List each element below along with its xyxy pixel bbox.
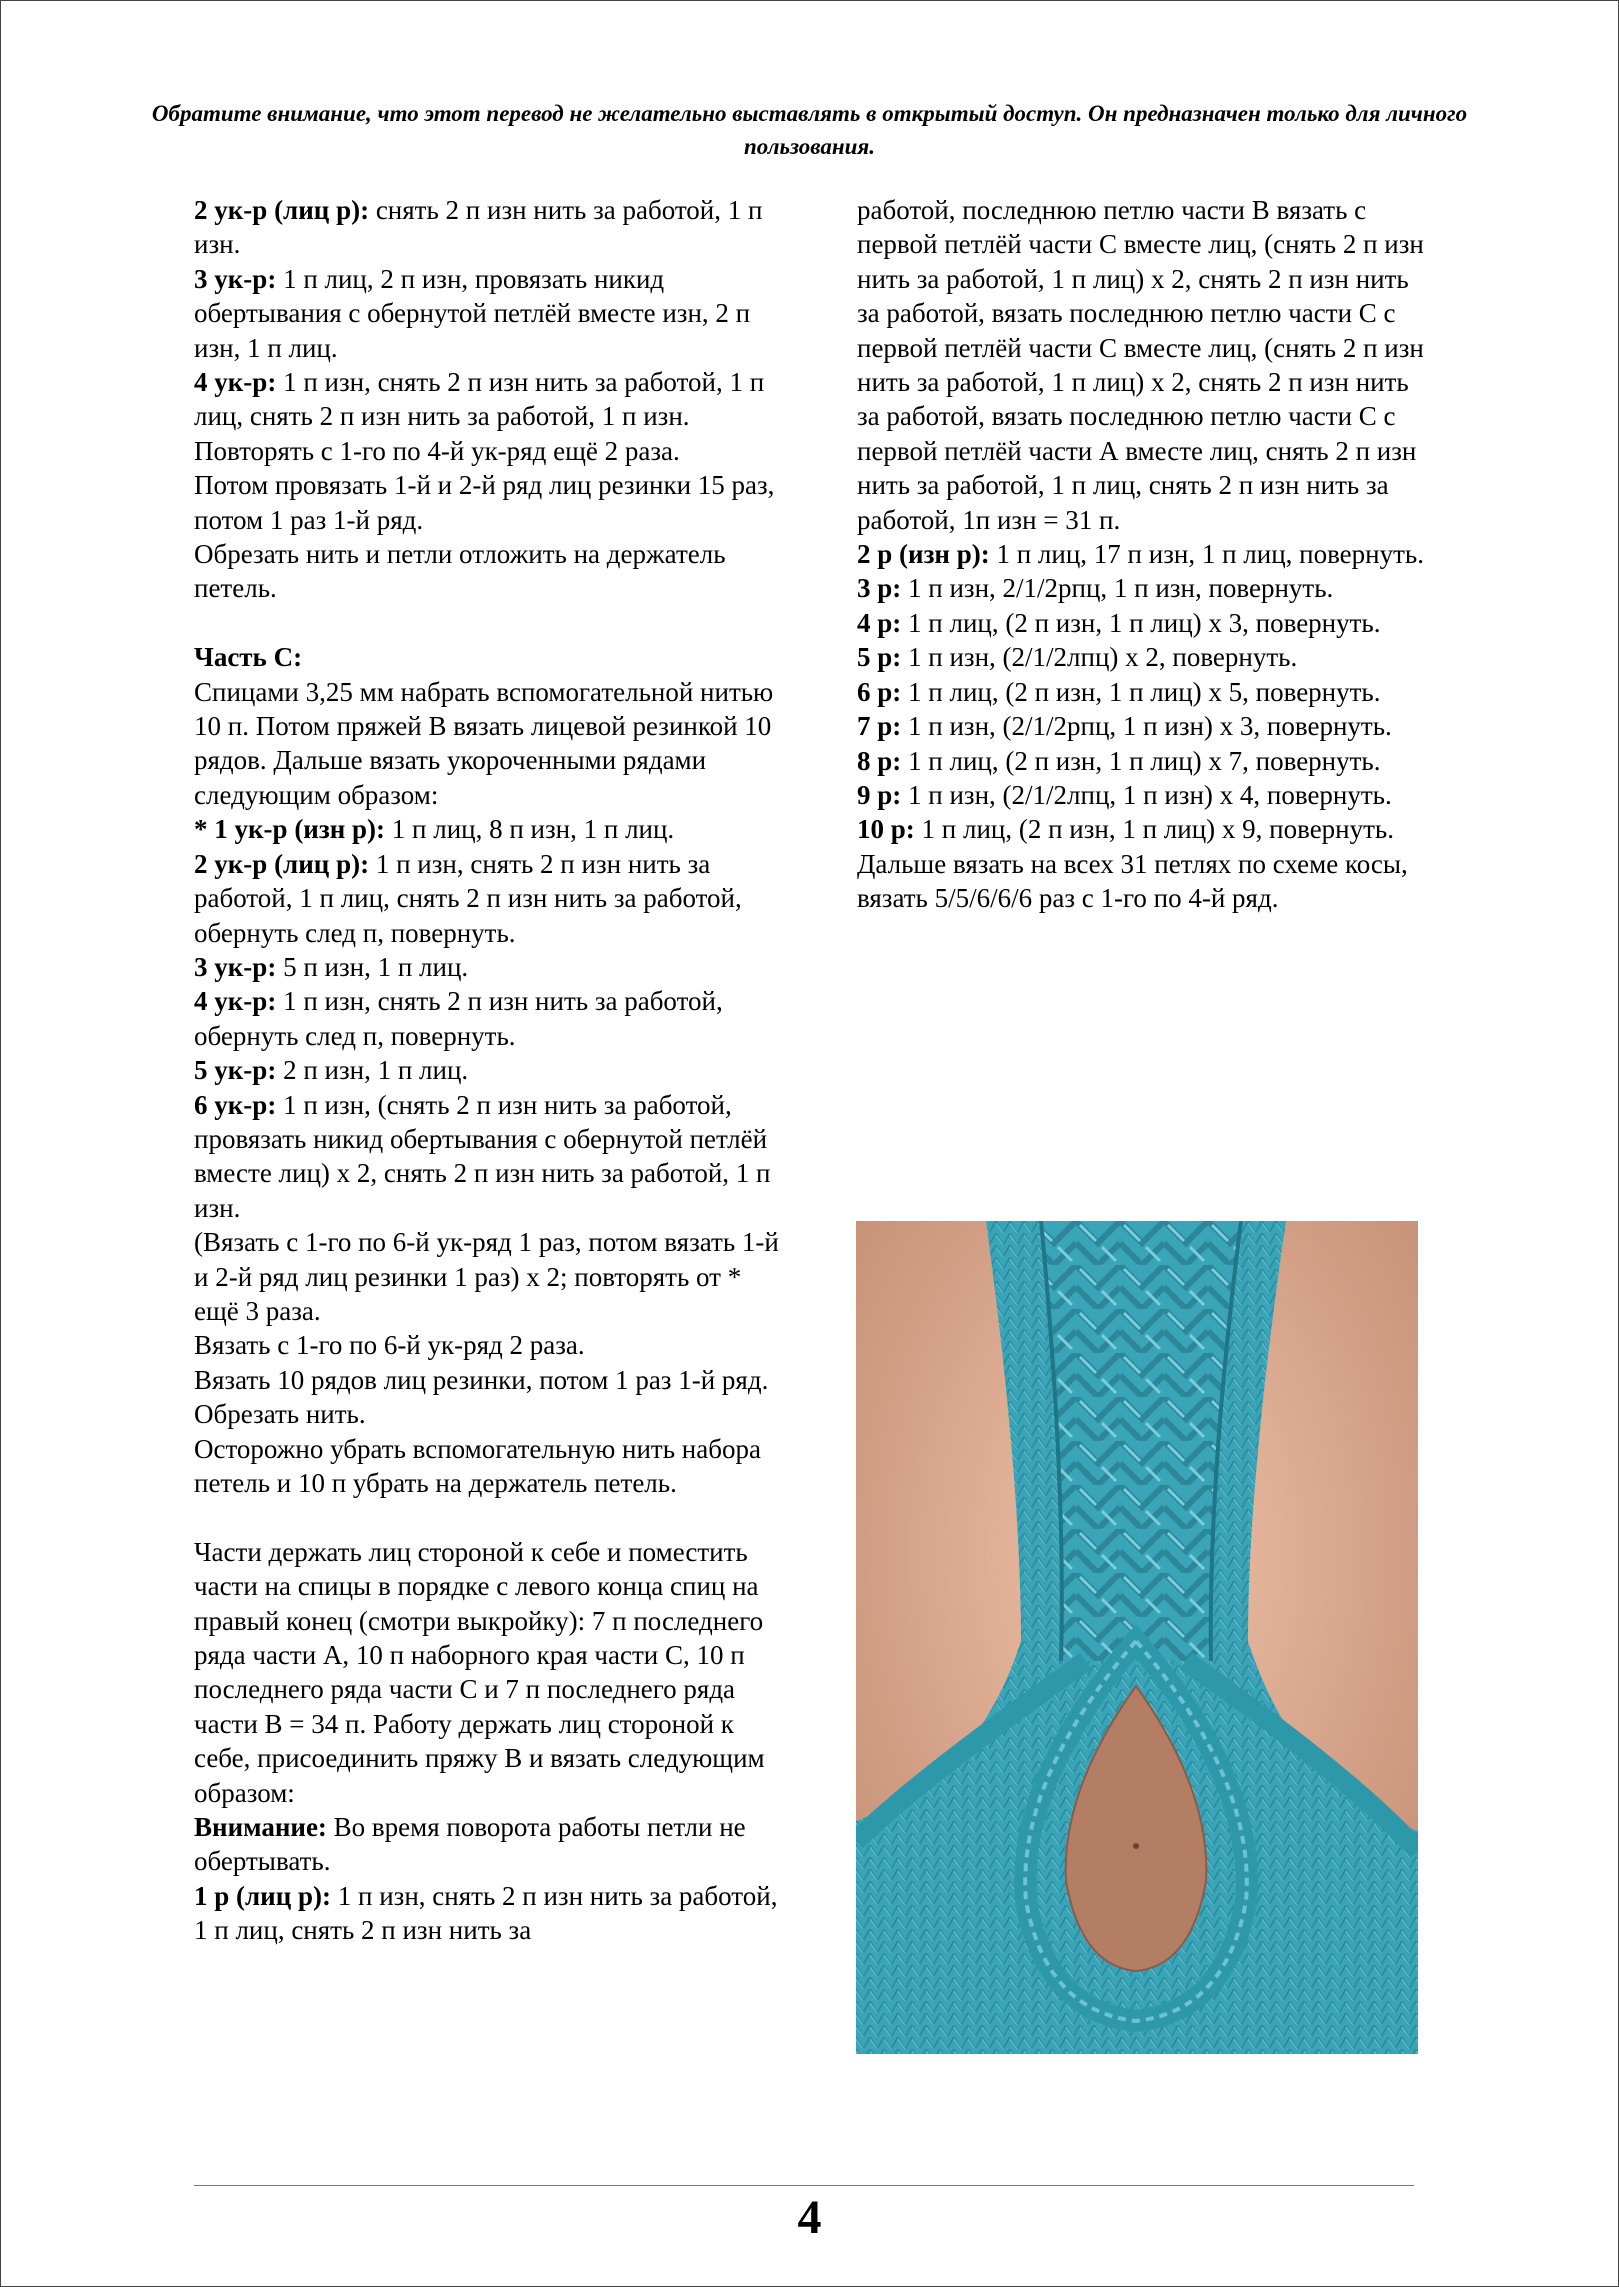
row-label: 4 р: xyxy=(857,607,902,638)
instruction-text: Вязать 10 рядов лиц резинки, потом 1 раз 1-й ряд. xyxy=(194,1364,769,1395)
instruction-text: 2 п изн, 1 п лиц. xyxy=(276,1055,469,1086)
row-label: 7 р: xyxy=(857,711,902,742)
row-label: 4 ук-р: xyxy=(194,367,277,398)
instruction-paragraph xyxy=(857,571,1437,605)
instruction-paragraph xyxy=(857,812,1437,846)
instruction-paragraph xyxy=(857,709,1437,743)
instruction-paragraph xyxy=(194,193,784,262)
instruction-paragraph xyxy=(857,537,1437,571)
instruction-text: Части держать лиц стороной к себе и поместить части на спицы в порядке с левого конца спиц на правый конец (смотри выкройку): 7 п последнего ряда части А, 10 п наборного края части С, 10 п последнего ряда части С и 7 п последнего ряда части В = 34 п. Работу держать лиц стороной к себе, присоединить пряжу В и вязать следующим образом: xyxy=(194,1536,765,1808)
right-text-column xyxy=(857,193,1437,916)
instruction-text: 1 п лиц, (2 п изн, 1 п лиц) х 9, повернуть. xyxy=(914,814,1394,845)
row-label: Внимание: xyxy=(194,1812,327,1843)
instruction-text: Спицами 3,25 мм набрать вспомогательной нитью 10 п. Потом пряжей В вязать лицевой резинкой 10 рядов. Дальше вязать укороченными рядами следующим образом: xyxy=(194,676,774,810)
instruction-text: Дальше вязать на всех 31 петлях по схеме косы, вязать 5/5/6/6/6 раз с 1-го по 4-й ряд. xyxy=(857,848,1408,914)
instruction-text: 1 п изн, (снять 2 п изн нить за работой, провязать никид обертывания с обернутой петлёй вместе лиц) х 2, снять 2 п изн нить за работой, 1 п изн. xyxy=(194,1089,771,1223)
row-label: 8 р: xyxy=(857,745,902,776)
instruction-paragraph xyxy=(194,640,784,674)
row-label: 9 р: xyxy=(857,779,902,810)
knitted-cable-photo xyxy=(856,1221,1418,2054)
instruction-paragraph xyxy=(194,950,784,984)
instruction-text: 1 п лиц, 8 п изн, 1 п лиц. xyxy=(385,814,675,845)
instruction-text: 1 п лиц, (2 п изн, 1 п лиц) х 3, повернуть. xyxy=(901,607,1381,638)
row-label: 2 ук-р (лиц р): xyxy=(194,195,370,225)
instruction-text: 1 п изн, снять 2 п изн нить за работой, обернуть след п, повернуть. xyxy=(194,986,723,1051)
row-label: 10 р: xyxy=(857,814,915,845)
row-label: 1 р (лиц р): xyxy=(194,1880,332,1911)
instruction-text: 1 п изн, снять 2 п изн нить за работой, 1 п лиц, снять 2 п изн нить за работой, 1 п изн. xyxy=(194,367,765,432)
left-text-column xyxy=(194,193,784,1948)
instruction-text: 1 п изн, 2/1/2рпц, 1 п изн, повернуть. xyxy=(901,573,1334,604)
instruction-paragraph xyxy=(194,1879,784,1948)
instruction-paragraph xyxy=(857,640,1437,674)
instruction-text: работой, последнюю петлю части В вязать с первой петлёй части С вместе лиц, (снять 2 п изн нить за работой, 1 п лиц) х 2, снять 2 п изн нить за работой, вязать последнюю петлю части С с первой петлёй части С вместе лиц, (снять 2 п изн нить за работой, 1 п лиц) х 2, снять 2 п изн нить за работой, вязать последнюю петлю части С с первой петлёй части А вместе лиц, снять 2 п изн нить за работой, 1 п лиц, снять 2 п изн нить за работой, 1п изн = 31 п. xyxy=(857,195,1424,535)
instruction-text: 1 п изн, (2/1/2лпц, 1 п изн) х 4, повернуть. xyxy=(901,779,1392,810)
instruction-paragraph xyxy=(194,847,784,950)
instruction-paragraph xyxy=(194,1053,784,1087)
instruction-paragraph xyxy=(194,675,784,813)
row-label: 4 ук-р: xyxy=(194,986,277,1017)
instruction-text: 1 п лиц, 17 п изн, 1 п лиц, повернуть. xyxy=(989,539,1424,570)
instruction-paragraph xyxy=(194,812,784,846)
paragraph-gap xyxy=(194,1500,784,1534)
instruction-paragraph xyxy=(194,468,784,537)
instruction-text: Повторять с 1-го по 4-й ук-ряд ещё 2 раза. xyxy=(194,435,680,466)
instruction-text: Обрезать нить и петли отложить на держатель петель. xyxy=(194,539,726,604)
row-label: 3 р: xyxy=(857,573,902,604)
paragraph-gap xyxy=(194,606,784,640)
instruction-paragraph xyxy=(194,537,784,606)
instruction-text: 1 п изн, (2/1/2лпц) х 2, повернуть. xyxy=(901,642,1298,673)
instruction-paragraph xyxy=(194,1432,784,1501)
row-label: 3 ук-р: xyxy=(194,263,277,294)
row-label: 5 р: xyxy=(857,642,902,673)
instruction-paragraph xyxy=(857,778,1437,812)
instruction-text: Обрезать нить. xyxy=(194,1399,366,1430)
page-number: 4 xyxy=(797,2191,822,2244)
instruction-text: 1 п лиц, (2 п изн, 1 п лиц) х 5, повернуть. xyxy=(901,676,1381,707)
row-label: 6 ук-р: xyxy=(194,1089,277,1120)
instruction-text: Во время поворота работы петли не обертывать. xyxy=(194,1812,746,1877)
instruction-paragraph xyxy=(194,1535,784,1810)
instruction-paragraph xyxy=(194,1328,784,1362)
instruction-paragraph xyxy=(194,262,784,365)
instruction-text: 1 п изн, снять 2 п изн нить за работой, 1 п лиц, снять 2 п изн нить за работой, обернуть след п, повернуть. xyxy=(194,848,742,948)
instruction-paragraph xyxy=(857,675,1437,709)
instruction-paragraph xyxy=(194,1397,784,1431)
row-label: * 1 ук-р (изн р): xyxy=(194,814,386,845)
instruction-paragraph xyxy=(194,1363,784,1397)
instruction-paragraph xyxy=(194,365,784,434)
row-label: Часть С: xyxy=(194,642,303,673)
instruction-text: Вязать с 1-го по 6-й ук-ряд 2 раза. xyxy=(194,1330,585,1361)
instruction-paragraph xyxy=(857,847,1437,916)
row-label: 2 ук-р (лиц р): xyxy=(194,848,370,879)
instruction-paragraph xyxy=(194,1088,784,1226)
instruction-paragraph xyxy=(194,984,784,1053)
instruction-paragraph xyxy=(194,1810,784,1879)
instruction-text: Осторожно убрать вспомогательную нить набора петель и 10 п убрать на держатель петель. xyxy=(194,1433,761,1499)
instruction-text: снять 2 п изн нить за работой, 1 п изн. xyxy=(194,195,763,260)
instruction-paragraph xyxy=(857,606,1437,640)
row-label: 3 ук-р: xyxy=(194,951,277,982)
instruction-paragraph xyxy=(857,193,1437,537)
footer-divider xyxy=(194,2185,1414,2186)
instruction-text: 5 п изн, 1 п лиц. xyxy=(276,951,469,982)
instruction-paragraph xyxy=(194,1225,784,1328)
instruction-text: (Вязать с 1-го по 6-й ук-ряд 1 раз, потом вязать 1-й и 2-й ряд лиц резинки 1 раз) х 2; повторять от * ещё 3 раза. xyxy=(194,1227,779,1326)
instruction-text: Потом провязать 1-й и 2-й ряд лиц резинки 15 раз, потом 1 раз 1-й ряд. xyxy=(194,470,775,535)
instruction-paragraph xyxy=(194,434,784,468)
instruction-text: 1 п лиц, 2 п изн, провязать никид обертывания с обернутой петлёй вместе изн, 2 п изн, 1 п лиц. xyxy=(194,263,751,363)
instruction-text: 1 п изн, (2/1/2рпц, 1 п изн) х 3, повернуть. xyxy=(901,711,1392,742)
instruction-paragraph xyxy=(857,744,1437,778)
row-label: 6 р: xyxy=(857,676,902,707)
instruction-text: 1 п изн, снять 2 п изн нить за работой, 1 п лиц, снять 2 п изн нить за xyxy=(194,1880,778,1946)
instruction-text: 1 п лиц, (2 п изн, 1 п лиц) х 7, повернуть. xyxy=(901,745,1381,776)
row-label: 2 р (изн р): xyxy=(857,539,990,570)
row-label: 5 ук-р: xyxy=(194,1055,277,1086)
notice-header: Обратите внимание, что этот перевод не желательно выставлять в открытый доступ. Он предназначен только для личного пользования. xyxy=(151,101,1468,159)
